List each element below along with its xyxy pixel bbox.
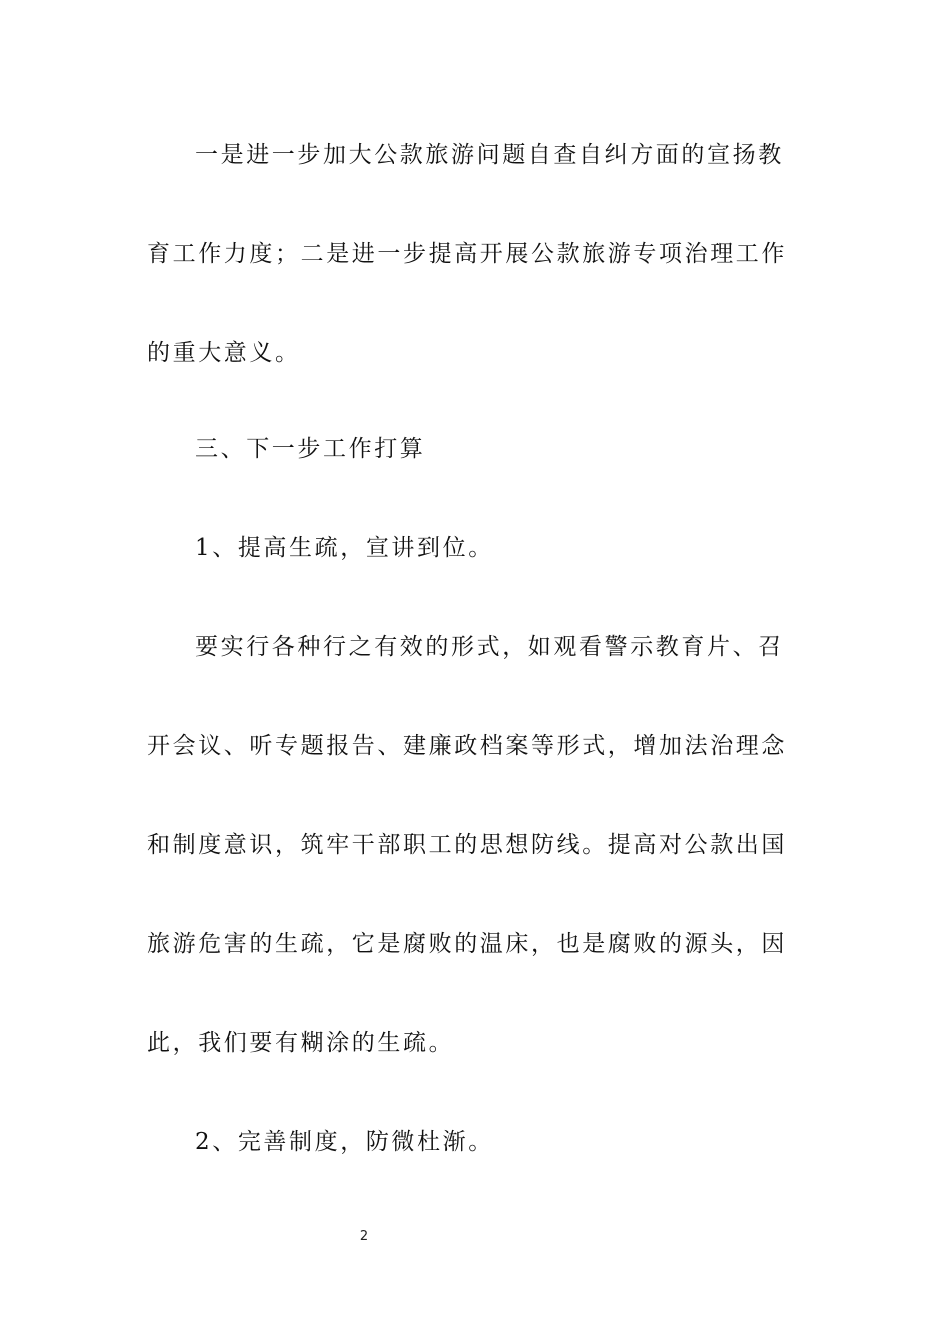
paragraph-self-inspection: 一是进一步加大公款旅游问题自查自纠方面的宣扬教育工作力度；二是进一步提高开展公款旅游专项治理工作的重大意义。 [147,142,787,366]
page-number: 2 [359,1229,369,1244]
subheading-raise-awareness: 1、提高生疏，宣讲到位。 [195,535,494,561]
subheading-improve-system: 2、完善制度，防微杜渐。 [195,1129,494,1155]
paragraph-awareness-measures: 要实行各种行之有效的形式，如观看警示教育片、召开会议、听专题报告、建廉政档案等形式，增加法治理念和制度意识，筑牢干部职工的思想防线。提高对公款出国旅游危害的生疏，它是腐败的温床，也是腐败的源头，因此，我们要有糊涂的生疏。 [147,634,787,1056]
section-heading-next-steps: 三、下一步工作打算 [195,436,426,462]
